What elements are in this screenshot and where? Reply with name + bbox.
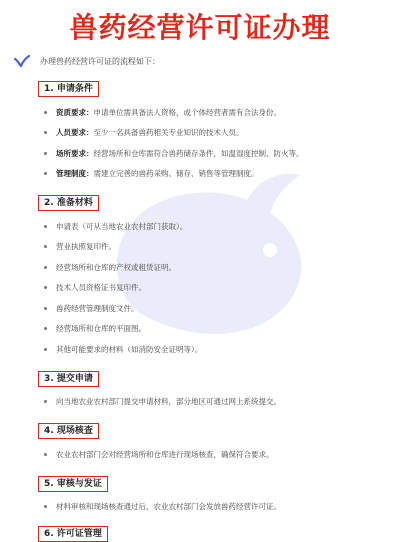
list-item bbox=[44, 282, 380, 293]
list-item bbox=[44, 168, 380, 179]
item-label: 人员要求 bbox=[56, 128, 86, 137]
list-item bbox=[44, 344, 380, 355]
list-item bbox=[44, 127, 380, 138]
item-text: 材料审核和现场核查通过后，农业农村部门会发放兽药经营许可证。 bbox=[56, 502, 281, 511]
item-label: 管理制度 bbox=[56, 169, 86, 178]
item-separator: ： bbox=[86, 128, 94, 137]
list-item bbox=[44, 241, 380, 252]
item-text: 技术人员资格证书复印件。 bbox=[56, 283, 146, 292]
item-separator: ： bbox=[86, 169, 94, 178]
intro-text: 办理兽药经营许可证的流程如下： bbox=[40, 56, 160, 66]
list-item bbox=[44, 303, 380, 314]
bullet-list bbox=[38, 396, 380, 407]
section-heading: 3. 提交申请 bbox=[38, 371, 99, 387]
section-heading: 1. 申请条件 bbox=[38, 81, 99, 97]
list-item bbox=[44, 449, 380, 460]
list-item bbox=[44, 323, 380, 334]
section-heading: 2. 准备材料 bbox=[38, 195, 99, 211]
item-text: 农业农村部门会对经营场所和仓库进行现场核查，确保符合要求。 bbox=[56, 449, 274, 459]
section-6 bbox=[38, 521, 380, 542]
section-heading: 6. 许可证管理 bbox=[38, 526, 108, 542]
item-text: 兽药经营管理制度文件。 bbox=[56, 303, 139, 313]
bullet-list bbox=[38, 221, 380, 355]
item-text: 申请单位需具备法人资格，或个体经营者需有合法身份。 bbox=[93, 107, 281, 117]
item-text: 经营场所和仓库的平面图。 bbox=[56, 324, 146, 333]
section-2 bbox=[38, 190, 380, 355]
item-text: 其他可能要求的材料（如消防安全证明等）。 bbox=[56, 344, 203, 354]
list-item bbox=[44, 107, 380, 118]
item-text: 营业执照复印件。 bbox=[56, 242, 116, 251]
item-text: 需建立完善的兽药采购、储存、销售等管理制度。 bbox=[93, 169, 259, 178]
item-text: 至少一名具备兽药相关专业知识的技术人员。 bbox=[93, 128, 244, 137]
list-item bbox=[44, 221, 380, 232]
section-heading: 5. 审核与发证 bbox=[38, 476, 108, 492]
item-text: 向当地农业农村部门提交申请材料，部分地区可通过网上系统提交。 bbox=[56, 397, 281, 406]
swoosh-check-icon bbox=[14, 55, 30, 67]
section-1 bbox=[38, 76, 380, 179]
list-item bbox=[44, 396, 380, 407]
sections-container bbox=[0, 76, 400, 542]
page-title: 兽药经营许可证办理 bbox=[69, 11, 331, 44]
item-label: 资质要求 bbox=[56, 107, 86, 117]
section-3 bbox=[38, 366, 380, 408]
bullet-list bbox=[38, 107, 380, 180]
item-separator: ： bbox=[86, 148, 94, 158]
section-heading: 4. 现场核查 bbox=[38, 423, 99, 439]
bullet-list bbox=[38, 501, 380, 512]
intro-line bbox=[0, 52, 400, 70]
list-item bbox=[44, 501, 380, 512]
item-text: 经营场所和仓库需符合兽药储存条件，如温湿度控制、防火等。 bbox=[93, 148, 304, 158]
item-text: 申请表（可从当地农业农村部门获取）。 bbox=[56, 221, 188, 231]
bullet-list bbox=[38, 449, 380, 460]
item-label: 场所要求 bbox=[56, 148, 86, 158]
item-text: 经营场所和仓库的产权或租赁证明。 bbox=[56, 262, 176, 272]
section-4 bbox=[38, 418, 380, 460]
item-separator: ： bbox=[86, 107, 94, 117]
section-5 bbox=[38, 471, 380, 513]
list-item bbox=[44, 148, 380, 159]
list-item bbox=[44, 262, 380, 273]
